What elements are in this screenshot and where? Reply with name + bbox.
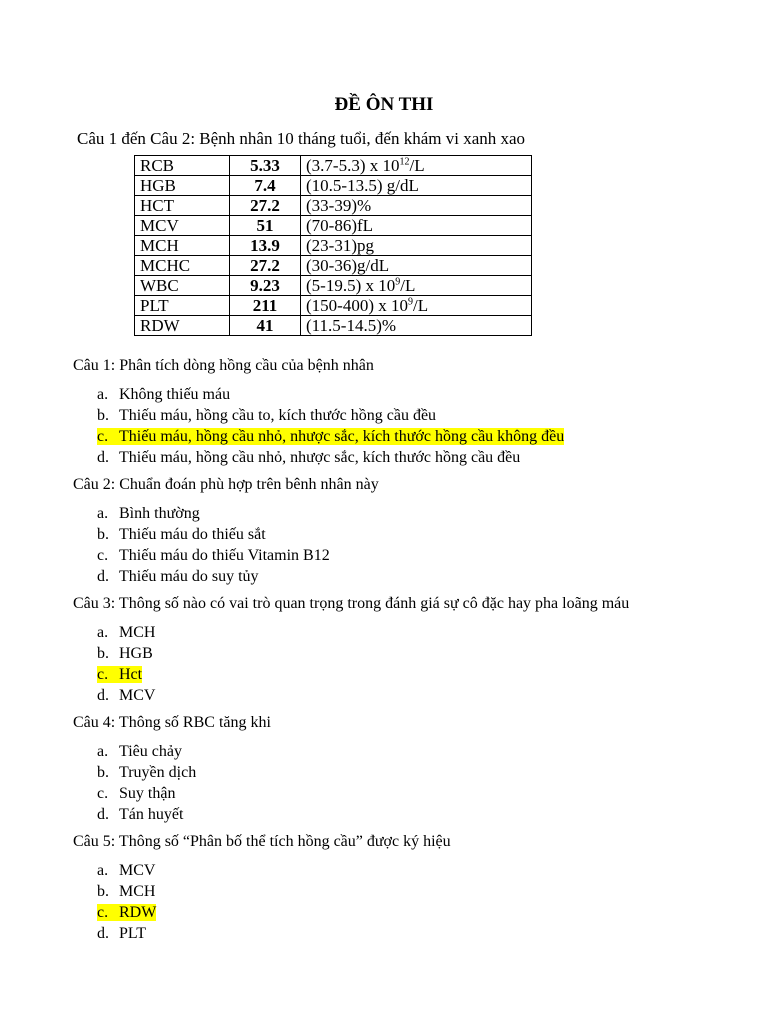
answer-option xyxy=(97,763,196,783)
option-text: Thiếu máu do thiếu sắt xyxy=(119,526,266,543)
highlighted-answer xyxy=(97,428,564,445)
answer-content xyxy=(97,743,182,760)
lab-range-text: (11.5-14.5)% xyxy=(306,316,397,335)
lab-value: 27.2 xyxy=(230,196,301,216)
option-letter: a. xyxy=(97,505,109,522)
option-letter: c. xyxy=(97,785,109,802)
option-letter: b. xyxy=(97,645,109,662)
answer-content xyxy=(97,505,200,522)
answer-option xyxy=(97,924,146,944)
option-text: Suy thận xyxy=(119,785,176,802)
lab-range-text: (5-19.5) x 10 xyxy=(306,276,396,295)
lab-range-exponent: 9 xyxy=(395,276,401,288)
lab-value: 27.2 xyxy=(230,256,301,276)
answer-option xyxy=(97,644,153,664)
answer-option xyxy=(97,686,155,706)
answer-content xyxy=(97,624,155,641)
option-letter: c. xyxy=(97,666,109,683)
option-text: MCV xyxy=(119,687,156,704)
question-text: Câu 1: Phân tích dòng hồng cầu của bệnh nhân xyxy=(73,357,374,374)
answer-option xyxy=(97,742,182,762)
lab-range-unit: /L xyxy=(409,156,425,175)
answer-content xyxy=(97,862,155,879)
lab-range xyxy=(301,296,532,316)
lab-range-text: (10.5-13.5) g/dL xyxy=(306,176,419,195)
answer-content xyxy=(97,547,330,564)
highlighted-answer xyxy=(97,904,156,921)
lab-range xyxy=(301,236,532,256)
answer-content xyxy=(97,925,146,942)
option-letter: a. xyxy=(97,862,109,879)
lab-name: RCB xyxy=(135,156,230,176)
lab-value: 13.9 xyxy=(230,236,301,256)
option-text: Thiếu máu, hồng cầu to, kích thước hồng cầu đều xyxy=(119,407,437,424)
option-letter: a. xyxy=(97,743,109,760)
lab-value: 51 xyxy=(230,216,301,236)
answer-content xyxy=(97,449,520,466)
lab-value: 7.4 xyxy=(230,176,301,196)
lab-name: MCV xyxy=(135,216,230,236)
option-text: Tán huyết xyxy=(119,806,184,823)
table-row xyxy=(135,316,532,336)
option-text: MCV xyxy=(119,862,156,879)
option-text: Tiêu chảy xyxy=(119,743,182,760)
answer-option xyxy=(97,448,520,468)
lab-value: 5.33 xyxy=(230,156,301,176)
answer-option xyxy=(97,903,156,923)
answer-option xyxy=(97,385,230,405)
table-row xyxy=(135,276,532,296)
option-letter: b. xyxy=(97,764,109,781)
answer-content xyxy=(97,526,266,543)
option-text: HGB xyxy=(119,645,153,662)
table-row xyxy=(135,236,532,256)
option-letter: d. xyxy=(97,687,109,704)
case-intro: Câu 1 đến Câu 2: Bệnh nhân 10 tháng tuổi, đến khám vi xanh xao xyxy=(77,129,526,148)
lab-range-exponent: 12 xyxy=(399,156,410,168)
option-letter: b. xyxy=(97,526,109,543)
answer-option xyxy=(97,665,142,685)
option-text: MCH xyxy=(119,883,156,900)
answer-content xyxy=(97,883,155,900)
option-text: PLT xyxy=(119,925,146,942)
lab-range-text: (33-39)% xyxy=(306,196,372,215)
lab-range-exponent: 9 xyxy=(407,296,413,308)
lab-range-text: (150-400) x 10 xyxy=(306,296,408,315)
answer-content xyxy=(97,764,196,781)
lab-name: WBC xyxy=(135,276,230,296)
answer-option xyxy=(97,623,155,643)
lab-range xyxy=(301,176,532,196)
lab-range-unit: /L xyxy=(412,296,429,315)
answer-option xyxy=(97,525,266,545)
option-text: Truyền dịch xyxy=(119,764,197,781)
option-letter: c. xyxy=(97,428,109,445)
answer-option xyxy=(97,546,330,566)
option-text: Không thiếu máu xyxy=(119,386,231,403)
lab-range-text: (3.7-5.3) x 10 xyxy=(306,156,400,175)
option-text: Bình thường xyxy=(119,505,200,522)
lab-range xyxy=(301,156,532,176)
option-letter: a. xyxy=(97,624,109,641)
option-text: Hct xyxy=(119,666,143,683)
answer-content xyxy=(97,568,259,585)
lab-range-unit: /L xyxy=(400,276,416,295)
lab-range-text: (70-86)fL xyxy=(306,216,374,235)
question-text: Câu 5: Thông số “Phân bố thể tích hồng cầu” được ký hiệu xyxy=(73,833,451,850)
lab-range xyxy=(301,196,532,216)
answer-content xyxy=(97,386,230,403)
lab-range-text: (30-36)g/dL xyxy=(306,256,390,275)
answer-option xyxy=(97,567,259,587)
question-text: Câu 2: Chuẩn đoán phù hợp trên bênh nhân này xyxy=(73,476,379,493)
table-row xyxy=(135,216,532,236)
option-text: RDW xyxy=(119,904,157,921)
lab-value: 41 xyxy=(230,316,301,336)
lab-name: HCT xyxy=(135,196,230,216)
lab-name: PLT xyxy=(135,296,230,316)
option-letter: d. xyxy=(97,925,109,942)
question-text: Câu 3: Thông số nào có vai trò quan trọng trong đánh giá sự cô đặc hay pha loãng máu xyxy=(73,595,630,612)
lab-value: 9.23 xyxy=(230,276,301,296)
lab-range xyxy=(301,316,532,336)
answer-option xyxy=(97,784,175,804)
lab-range xyxy=(301,216,532,236)
option-text: MCH xyxy=(119,624,156,641)
answer-option xyxy=(97,504,200,524)
table-row xyxy=(135,156,532,176)
table-row xyxy=(135,196,532,216)
option-letter: c. xyxy=(97,904,109,921)
page-title: ĐỀ ÔN THI xyxy=(334,94,434,115)
lab-range xyxy=(301,256,532,276)
lab-range xyxy=(301,276,532,296)
option-letter: d. xyxy=(97,449,109,466)
option-text: Thiếu máu, hồng cầu nhỏ, nhược sắc, kích thước hồng cầu đều xyxy=(119,449,521,466)
answer-content xyxy=(97,806,183,823)
highlighted-answer xyxy=(97,666,142,683)
answer-option xyxy=(97,805,183,825)
answer-content xyxy=(97,645,153,662)
answer-content xyxy=(97,785,175,802)
lab-name: MCHC xyxy=(135,256,230,276)
option-letter: d. xyxy=(97,806,109,823)
option-text: Thiếu máu, hồng cầu nhỏ, nhược sắc, kích thước hồng cầu không đều xyxy=(119,428,565,445)
lab-name: HGB xyxy=(135,176,230,196)
option-text: Thiếu máu do thiếu Vitamin B12 xyxy=(119,547,330,564)
lab-results-table xyxy=(134,155,532,336)
lab-range-text: (23-31)pg xyxy=(306,236,374,255)
table-row xyxy=(135,256,532,276)
answer-option xyxy=(97,861,155,881)
answer-option xyxy=(97,427,564,447)
table-row xyxy=(135,176,532,196)
table-row xyxy=(135,296,532,316)
lab-name: MCH xyxy=(135,236,230,256)
option-letter: d. xyxy=(97,568,109,585)
lab-name: RDW xyxy=(135,316,230,336)
answer-option xyxy=(97,406,436,426)
question-text: Câu 4: Thông số RBC tăng khi xyxy=(73,714,271,731)
answer-content xyxy=(97,407,436,424)
option-letter: b. xyxy=(97,407,109,424)
answer-content xyxy=(97,687,155,704)
answer-option xyxy=(97,882,155,902)
option-letter: c. xyxy=(97,547,109,564)
option-letter: b. xyxy=(97,883,109,900)
lab-value: 211 xyxy=(230,296,301,316)
option-text: Thiếu máu do suy tủy xyxy=(119,568,259,585)
option-letter: a. xyxy=(97,386,109,403)
